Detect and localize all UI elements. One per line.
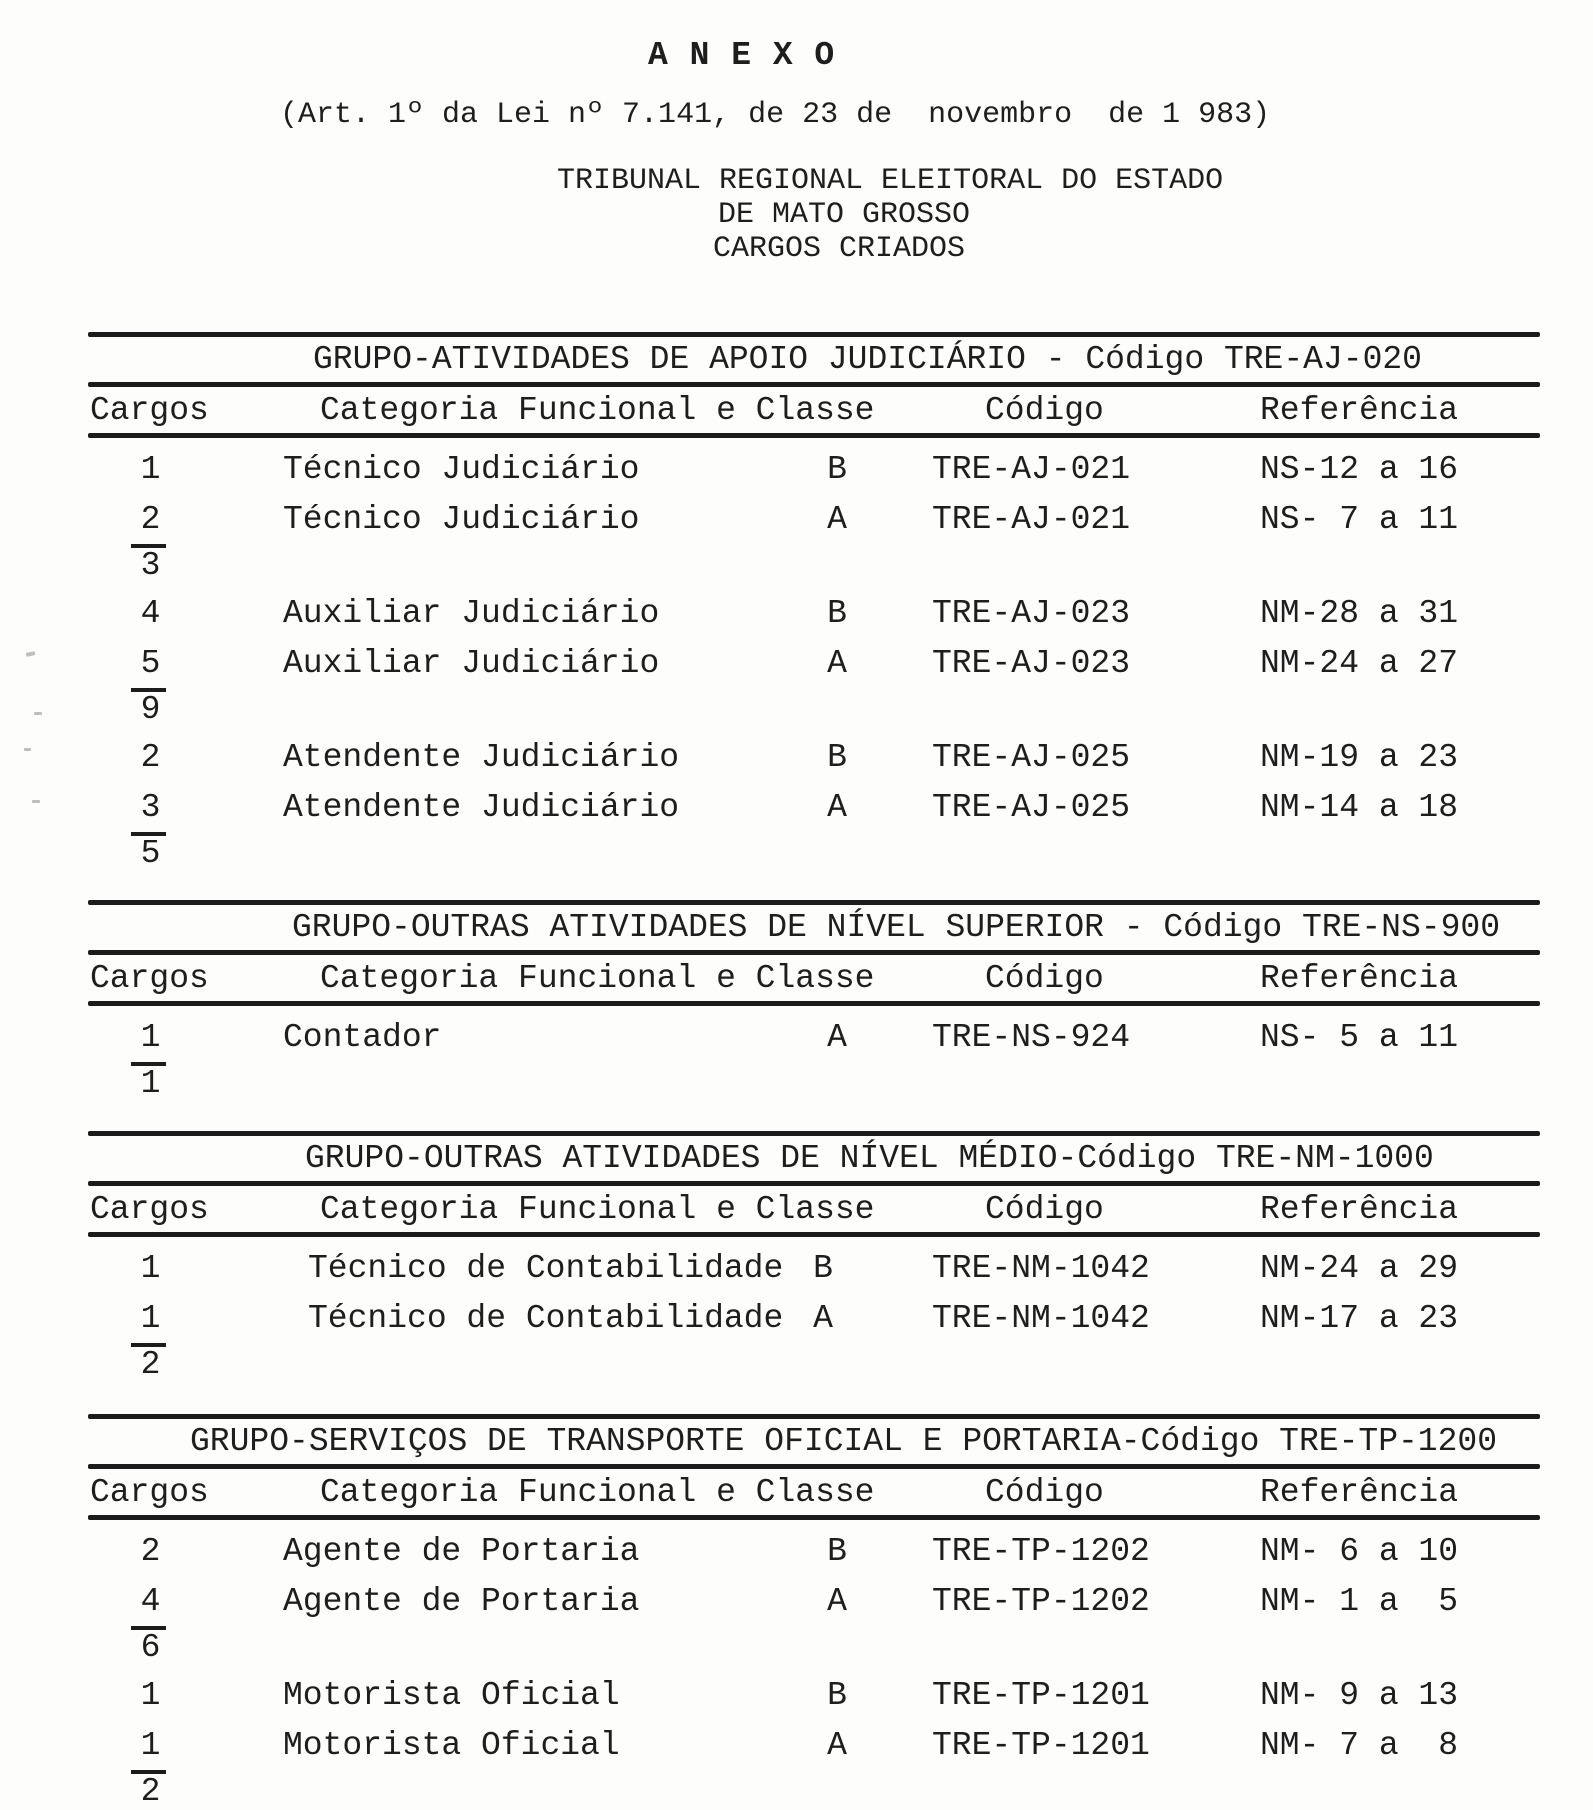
cell-codigo: TRE-AJ-023 <box>932 644 1131 682</box>
section-nivel-medio <box>88 1131 1540 1403</box>
cell-categoria: Auxiliar Judiciário <box>283 644 660 682</box>
subtotal-row <box>88 544 1540 584</box>
cell-classe: B <box>827 738 847 776</box>
cell-categoria: Motorista Oficial <box>283 1676 620 1714</box>
cell-categoria: Técnico Judiciário <box>283 450 640 488</box>
table-row <box>88 1670 1540 1720</box>
subtotal-value: 9 <box>131 688 167 728</box>
table-row <box>88 1012 1540 1062</box>
table-row <box>88 638 1540 688</box>
column-header-row <box>88 1469 1540 1515</box>
cell-classe: A <box>827 1582 847 1620</box>
subtotal-row <box>88 1062 1540 1102</box>
section-title: GRUPO-OUTRAS ATIVIDADES DE NÍVEL MÉDIO-Código TRE-NM-1000 <box>305 1140 1434 1177</box>
cell-cargos: 5 <box>140 644 161 682</box>
table-row <box>88 1526 1540 1576</box>
cell-cargos: 2 <box>140 738 161 776</box>
cell-referencia: NM-24 a 29 <box>1260 1249 1459 1287</box>
cell-cargos: 1 <box>140 1249 161 1287</box>
subtotal-row <box>88 1770 1540 1810</box>
cell-cargos: 4 <box>140 1582 161 1620</box>
column-header-cargos: Cargos <box>90 391 209 429</box>
cell-referencia: NM-24 a 27 <box>1260 644 1459 682</box>
cell-referencia: NM- 9 a 13 <box>1260 1676 1459 1714</box>
row-group <box>88 1243 1540 1383</box>
cell-cargos: 1 <box>140 450 161 488</box>
org-name-line1: TRIBUNAL REGIONAL ELEITORAL DO ESTADO <box>557 164 1224 198</box>
column-header-categoria-classe: Categoria Funcional e Classe <box>320 959 875 997</box>
column-header-categoria-classe: Categoria Funcional e Classe <box>320 1473 875 1511</box>
column-header-referencia: Referência <box>1260 1190 1459 1228</box>
cell-referencia: NS-12 a 16 <box>1260 450 1459 488</box>
section-title: GRUPO-ATIVIDADES DE APOIO JUDICIÁRIO - Código TRE-AJ-020 <box>313 341 1422 378</box>
cell-categoria: Agente de Portaria <box>283 1582 640 1620</box>
table-row <box>88 444 1540 494</box>
row-group <box>88 588 1540 728</box>
cell-classe: B <box>827 1676 847 1714</box>
column-header-referencia: Referência <box>1260 391 1459 429</box>
table-row <box>88 1243 1540 1293</box>
column-header-codigo: Código <box>985 959 1104 997</box>
cell-categoria: Auxiliar Judiciário <box>283 594 660 632</box>
cell-classe: A <box>827 644 847 682</box>
scan-artifact <box>26 651 36 657</box>
cell-classe: A <box>827 500 847 538</box>
cell-classe: B <box>827 450 847 488</box>
law-reference: (Art. 1º da Lei nº 7.141, de 23 de novembro de 1 983) <box>280 98 1271 132</box>
cell-classe: A <box>827 788 847 826</box>
cell-codigo: TRE-TP-1201 <box>932 1726 1150 1764</box>
row-group <box>88 732 1540 872</box>
table-row <box>88 494 1540 544</box>
cell-categoria: Técnico de Contabilidade <box>308 1299 784 1337</box>
table-row <box>88 1576 1540 1626</box>
subtotal-row <box>88 1626 1540 1666</box>
cell-codigo: TRE-AJ-025 <box>932 788 1131 826</box>
cell-codigo: TRE-AJ-023 <box>932 594 1131 632</box>
cell-cargos: 1 <box>140 1726 161 1764</box>
cell-codigo: TRE-AJ-021 <box>932 450 1131 488</box>
cell-classe: A <box>827 1018 847 1056</box>
scan-artifact <box>34 712 42 715</box>
cell-categoria: Atendente Judiciário <box>283 788 680 826</box>
section-transporte-portaria <box>88 1414 1540 1810</box>
cell-cargos: 1 <box>140 1299 161 1337</box>
cell-codigo: TRE-AJ-025 <box>932 738 1131 776</box>
cell-referencia: NS- 7 a 11 <box>1260 500 1459 538</box>
row-group <box>88 1670 1540 1810</box>
cell-codigo: TRE-NM-1042 <box>932 1299 1150 1337</box>
table-row <box>88 1293 1540 1343</box>
cell-categoria: Técnico Judiciário <box>283 500 640 538</box>
section-title: GRUPO-SERVIÇOS DE TRANSPORTE OFICIAL E PORTARIA-Código TRE-TP-1200 <box>190 1423 1498 1460</box>
cell-referencia: NM- 7 a 8 <box>1260 1726 1459 1764</box>
cell-referencia: NM-17 a 23 <box>1260 1299 1459 1337</box>
subtotal-value: 2 <box>131 1770 167 1810</box>
table-row <box>88 1720 1540 1770</box>
section-apoio-judiciario <box>88 332 1540 892</box>
scan-artifact <box>32 800 40 803</box>
cell-referencia: NM-28 a 31 <box>1260 594 1459 632</box>
cell-classe: B <box>827 1532 847 1570</box>
row-group <box>88 1526 1540 1666</box>
column-header-codigo: Código <box>985 391 1104 429</box>
column-header-row <box>88 1186 1540 1232</box>
column-header-categoria-classe: Categoria Funcional e Classe <box>320 391 875 429</box>
column-header-categoria-classe: Categoria Funcional e Classe <box>320 1190 875 1228</box>
table-row <box>88 732 1540 782</box>
cell-referencia: NM-14 a 18 <box>1260 788 1459 826</box>
table-row <box>88 588 1540 638</box>
column-header-cargos: Cargos <box>90 1190 209 1228</box>
subtotal-row <box>88 688 1540 728</box>
cell-categoria: Atendente Judiciário <box>283 738 680 776</box>
column-header-referencia: Referência <box>1260 959 1459 997</box>
tables-area <box>88 332 1540 1810</box>
cell-cargos: 1 <box>140 1676 161 1714</box>
subtotal-row <box>88 1343 1540 1383</box>
cell-categoria: Técnico de Contabilidade <box>308 1249 784 1287</box>
cell-classe: B <box>827 594 847 632</box>
subtotal-value: 1 <box>131 1062 167 1102</box>
cell-cargos: 2 <box>140 500 161 538</box>
column-header-codigo: Código <box>985 1190 1104 1228</box>
row-group <box>88 1012 1540 1102</box>
cell-referencia: NM- 1 a 5 <box>1260 1582 1459 1620</box>
org-block <box>557 164 1593 266</box>
cell-referencia: NS- 5 a 11 <box>1260 1018 1459 1056</box>
column-header-row <box>88 955 1540 1001</box>
cell-categoria: Motorista Oficial <box>283 1726 620 1764</box>
org-name-line2: DE MATO GROSSO <box>718 198 971 232</box>
cell-classe: B <box>813 1249 833 1287</box>
org-name-line3: CARGOS CRIADOS <box>713 232 966 266</box>
cell-cargos: 3 <box>140 788 161 826</box>
cell-categoria: Agente de Portaria <box>283 1532 640 1570</box>
table-row <box>88 782 1540 832</box>
column-header-codigo: Código <box>985 1473 1104 1511</box>
cell-classe: A <box>827 1726 847 1764</box>
cell-codigo: TRE-NS-924 <box>932 1018 1131 1056</box>
cell-categoria: Contador <box>283 1018 442 1056</box>
cell-referencia: NM-19 a 23 <box>1260 738 1459 776</box>
cell-codigo: TRE-NM-1042 <box>932 1249 1150 1287</box>
section-nivel-superior <box>88 900 1540 1122</box>
section-title: GRUPO-OUTRAS ATIVIDADES DE NÍVEL SUPERIOR - Código TRE-NS-900 <box>292 909 1500 946</box>
scan-artifact <box>24 748 31 751</box>
subtotal-value: 5 <box>131 832 167 872</box>
cell-codigo: TRE-TP-1202 <box>932 1532 1150 1570</box>
cell-referencia: NM- 6 a 10 <box>1260 1532 1459 1570</box>
cell-codigo: TRE-TP-1201 <box>932 1676 1150 1714</box>
cell-cargos: 2 <box>140 1532 161 1570</box>
subtotal-row <box>88 832 1540 872</box>
subtotal-value: 3 <box>131 544 167 584</box>
row-group <box>88 444 1540 584</box>
column-header-row <box>88 387 1540 433</box>
cell-cargos: 1 <box>140 1018 161 1056</box>
cell-codigo: TRE-AJ-021 <box>932 500 1131 538</box>
cell-classe: A <box>813 1299 833 1337</box>
column-header-cargos: Cargos <box>90 1473 209 1511</box>
column-header-referencia: Referência <box>1260 1473 1459 1511</box>
column-header-cargos: Cargos <box>90 959 209 997</box>
subtotal-value: 2 <box>131 1343 167 1383</box>
cell-codigo: TRE-TP-1202 <box>932 1582 1150 1620</box>
page-title: A N E X O <box>648 37 836 74</box>
subtotal-value: 6 <box>131 1626 167 1666</box>
cell-cargos: 4 <box>140 594 161 632</box>
